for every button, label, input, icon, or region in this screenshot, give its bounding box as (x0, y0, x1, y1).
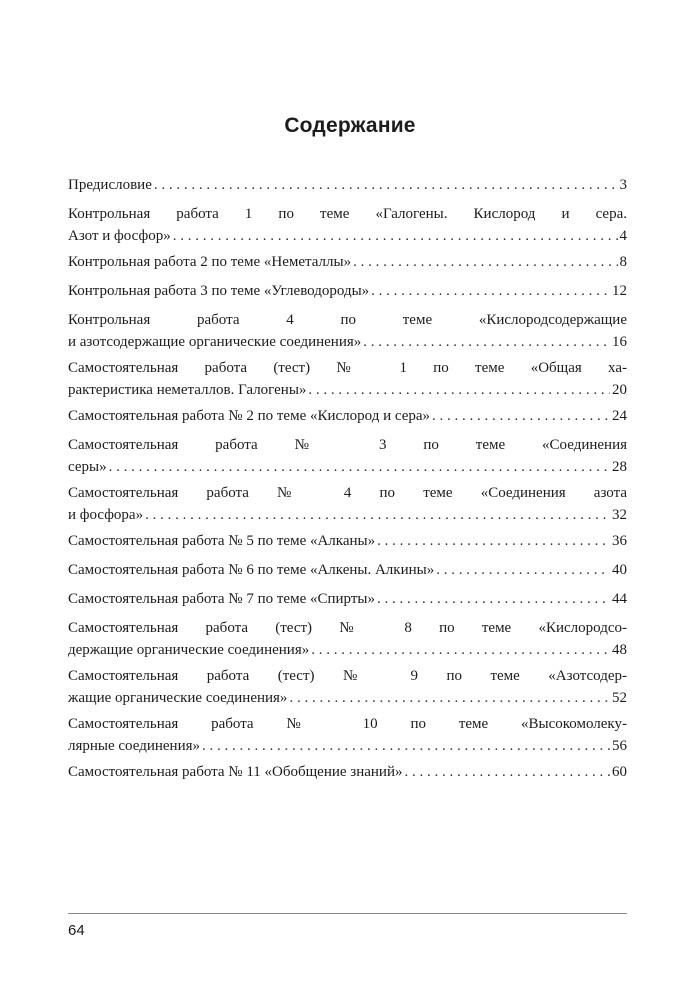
toc-entry-last-line (68, 761, 627, 783)
toc-page-number: 40 (612, 562, 627, 578)
toc-entry-text-line: лярные соединения» (68, 738, 200, 754)
toc-page-number: 12 (612, 283, 627, 299)
toc-entry[interactable] (68, 713, 627, 757)
toc-entry-text-line: Контрольная работа 2 по теме «Неметаллы» (68, 254, 352, 270)
toc-entry-last-line (68, 225, 627, 247)
toc-entry[interactable] (68, 280, 627, 302)
toc-page-number: 32 (612, 507, 627, 523)
toc-entry-last-line (68, 251, 627, 273)
toc-entry-text-line: Самостоятельная работа (тест) № 1 по теме «Общая ха- (68, 360, 627, 376)
toc-entry-text-line: Предисловие (68, 177, 152, 193)
toc-entry-last-line (68, 559, 627, 581)
toc-entry-text-line: Самостоятельная работа (тест) № 9 по теме «Азотсодер- (68, 668, 627, 684)
toc-entry-last-line (68, 456, 627, 478)
toc-entry-text-line: Самостоятельная работа № 10 по теме «Высокомолеку- (68, 716, 627, 732)
toc-entry-text-line: Самостоятельная работа № 2 по теме «Кислород и сера» (68, 408, 431, 424)
toc-page-number: 8 (619, 254, 627, 270)
toc-entry-text-line: Самостоятельная работа № 6 по теме «Алкены. Алкины» (68, 562, 435, 578)
toc-entry[interactable] (68, 203, 627, 247)
dot-leader (202, 735, 610, 757)
toc-page-number: 24 (612, 408, 627, 424)
toc-entry-text-line: и фосфора» (68, 507, 144, 523)
dot-leader (311, 639, 610, 661)
toc-entry-text-line: держащие органические соединения» (68, 642, 310, 658)
toc-entry-text-line: жащие органические соединения» (68, 690, 288, 706)
dot-leader (109, 456, 610, 478)
toc-entry-text-line: Самостоятельная работа № 4 по теме «Соединения азота (68, 485, 627, 501)
toc-page-number: 44 (612, 591, 627, 607)
toc-entry[interactable] (68, 559, 627, 581)
toc-entry[interactable] (68, 588, 627, 610)
toc-entry-text-line: рактеристика неметаллов. Галогены» (68, 382, 307, 398)
toc-page-number: 52 (612, 690, 627, 706)
toc-entry-text-line: Самостоятельная работа № 11 «Обобщение знаний» (68, 764, 403, 780)
toc-entry-last-line (68, 379, 627, 401)
page-title: Содержание (284, 114, 416, 137)
toc-entry-last-line (68, 687, 627, 709)
toc-entry[interactable] (68, 309, 627, 353)
toc-entry[interactable] (68, 617, 627, 661)
toc-entry-last-line (68, 588, 627, 610)
toc-entry[interactable] (68, 405, 627, 427)
dot-leader (404, 761, 610, 783)
toc-entry-text-line: Контрольная работа 4 по теме «Кислородсодержащие (68, 312, 627, 328)
toc-page-number: 4 (619, 228, 627, 244)
dot-leader (289, 687, 610, 709)
toc-entry-text-line: Азот и фосфор» (68, 228, 171, 244)
toc-entry[interactable] (68, 665, 627, 709)
dot-leader (154, 174, 618, 196)
toc-entry-last-line (68, 331, 627, 353)
dot-leader (145, 504, 610, 526)
dot-leader (432, 405, 610, 427)
toc-page-number: 56 (612, 738, 627, 754)
toc-entry-last-line (68, 639, 627, 661)
toc-page-number: 20 (612, 382, 627, 398)
toc-page-number: 28 (612, 459, 627, 475)
toc-page-number: 3 (619, 177, 627, 193)
toc-entry-text-line: серы» (68, 459, 107, 475)
footer-divider (68, 913, 627, 914)
toc-entry-text-line: Контрольная работа 3 по теме «Углеводороды» (68, 283, 370, 299)
toc-entry-last-line (68, 405, 627, 427)
toc-entry[interactable] (68, 251, 627, 273)
toc-entry[interactable] (68, 482, 627, 526)
dot-leader (308, 379, 610, 401)
toc-entry-text-line: Самостоятельная работа № 3 по теме «Соединения (68, 437, 627, 453)
dot-leader (371, 280, 610, 302)
dot-leader (353, 251, 617, 273)
toc-entry-text-line: Самостоятельная работа (тест) № 8 по теме «Кислородсо- (68, 620, 627, 636)
dot-leader (363, 331, 610, 353)
toc-entry-text-line: Самостоятельная работа № 7 по теме «Спирты» (68, 591, 375, 607)
dot-leader (377, 588, 610, 610)
dot-leader (377, 530, 610, 552)
toc-entry-last-line (68, 530, 627, 552)
toc-entry-last-line (68, 504, 627, 526)
toc-entry-text-line: и азотсодержащие органические соединения» (68, 334, 362, 350)
dot-leader (173, 225, 618, 247)
table-of-contents (68, 174, 627, 790)
toc-entry[interactable] (68, 174, 627, 196)
dot-leader (436, 559, 610, 581)
toc-entry-text-line: Самостоятельная работа № 5 по теме «Алканы» (68, 533, 376, 549)
toc-entry-last-line (68, 280, 627, 302)
page-number: 64 (68, 922, 85, 939)
toc-entry[interactable] (68, 761, 627, 783)
toc-entry[interactable] (68, 434, 627, 478)
toc-entry-text-line: Контрольная работа 1 по теме «Галогены. Кислород и сера. (68, 206, 627, 222)
toc-entry-last-line (68, 174, 627, 196)
toc-page-number: 16 (612, 334, 627, 350)
toc-entry-last-line (68, 735, 627, 757)
toc-page-number: 48 (612, 642, 627, 658)
toc-entry[interactable] (68, 530, 627, 552)
toc-page-number: 60 (612, 764, 627, 780)
toc-page-number: 36 (612, 533, 627, 549)
toc-entry[interactable] (68, 357, 627, 401)
